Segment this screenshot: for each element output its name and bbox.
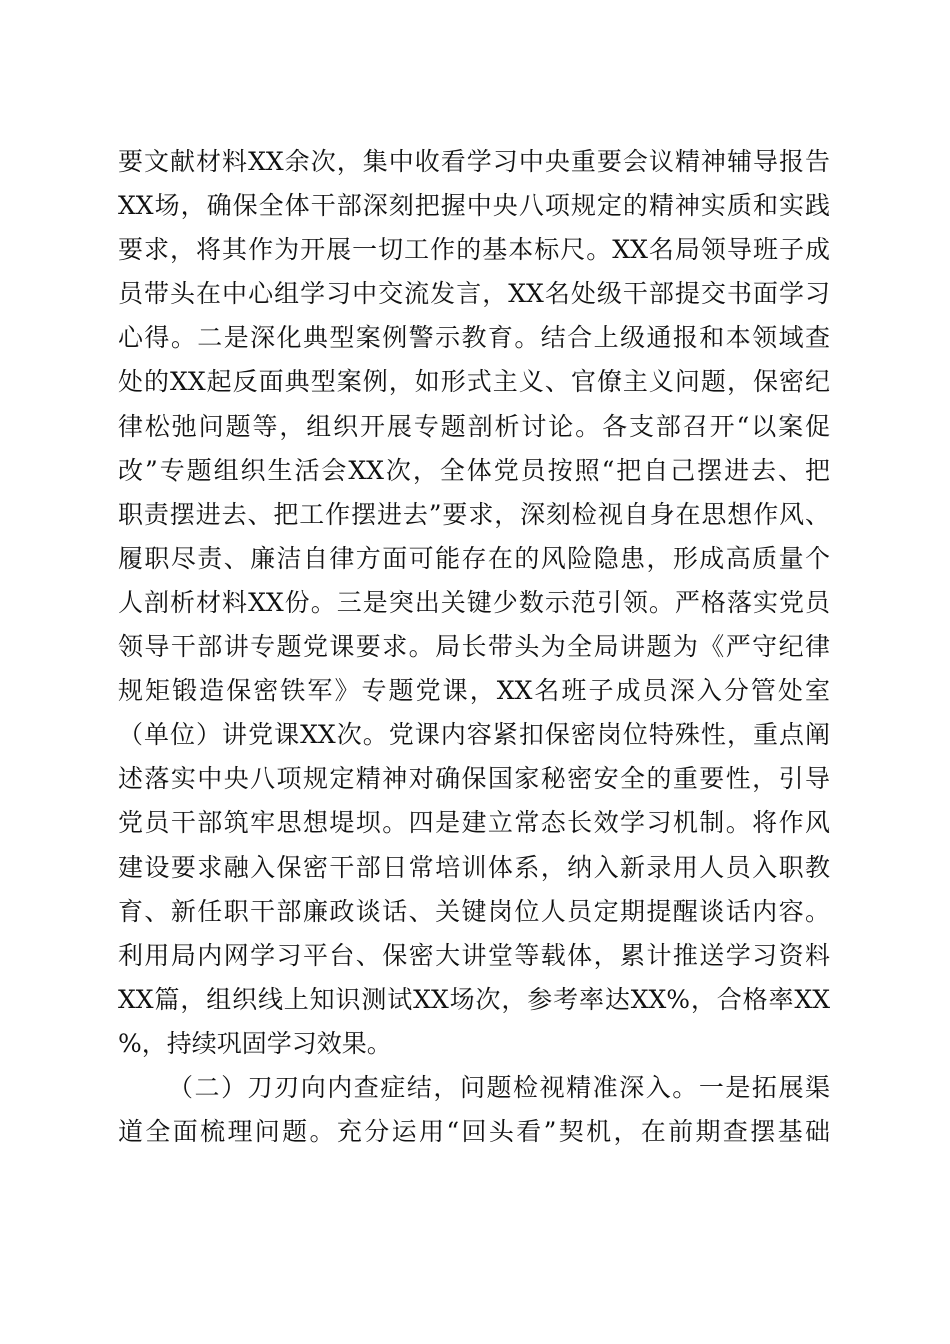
text-line: 职责摆进去、把工作摆进去”要求，深刻检视自身在思想作风、 <box>118 499 830 529</box>
text-line: 育、新任职干部廉政谈话、关键岗位人员定期提醒谈话内容。 <box>118 896 830 926</box>
text-line: 律松弛问题等，组织开展专题剖析讨论。各支部召开“以案促 <box>118 411 830 441</box>
text-line: 规矩锻造保密铁军》专题党课，XX名班子成员深入分管处室 <box>118 676 830 706</box>
text-line: 利用局内网学习平台、保密大讲堂等载体，累计推送学习资料 <box>118 940 830 970</box>
text-line: XX篇，组织线上知识测试XX场次，参考率达XX%，合格率XX <box>118 984 830 1014</box>
section-heading-line: （二）刀刃向内查症结，问题检视精准深入。一是拓展渠 <box>168 1072 830 1102</box>
text-line: 改”专题组织生活会XX次，全体党员按照“把自己摆进去、把 <box>118 455 830 485</box>
text-line: 履职尽责、廉洁自律方面可能存在的风险隐患，形成高质量个 <box>118 543 830 573</box>
text-line: 述落实中央八项规定精神对确保国家秘密安全的重要性，引导 <box>118 764 830 794</box>
text-line: 建设要求融入保密干部日常培训体系，纳入新录用人员入职教 <box>118 852 830 882</box>
text-line: （单位）讲党课XX次。党课内容紧扣保密岗位特殊性，重点阐 <box>118 720 830 750</box>
document-body <box>118 140 830 1154</box>
text-line: 党员干部筑牢思想堤坝。四是建立常态长效学习机制。将作风 <box>118 808 830 838</box>
text-line: 员带头在中心组学习中交流发言，XX名处级干部提交书面学习 <box>118 279 830 309</box>
text-line: 人剖析材料XX份。三是突出关键少数示范引领。严格落实党员 <box>118 587 830 617</box>
text-line: 领导干部讲专题党课要求。局长带头为全局讲题为《严守纪律 <box>118 632 830 662</box>
text-line: 要文献材料XX余次，集中收看学习中央重要会议精神辅导报告 <box>118 147 830 176</box>
text-line: 心得。二是深化典型案例警示教育。结合上级通报和本领域查 <box>118 323 830 353</box>
text-line: 处的XX起反面典型案例，如形式主义、官僚主义问题，保密纪 <box>118 367 830 397</box>
text-line: XX场，确保全体干部深刻把握中央八项规定的精神实质和实践 <box>118 191 830 221</box>
text-line: 道全面梳理问题。充分运用“回头看”契机，在前期查摆基础 <box>118 1117 830 1147</box>
text-line: 要求，将其作为开展一切工作的基本标尺。XX名局领导班子成 <box>118 235 830 265</box>
paragraph-end-line: %，持续巩固学习效果。 <box>118 1028 392 1058</box>
